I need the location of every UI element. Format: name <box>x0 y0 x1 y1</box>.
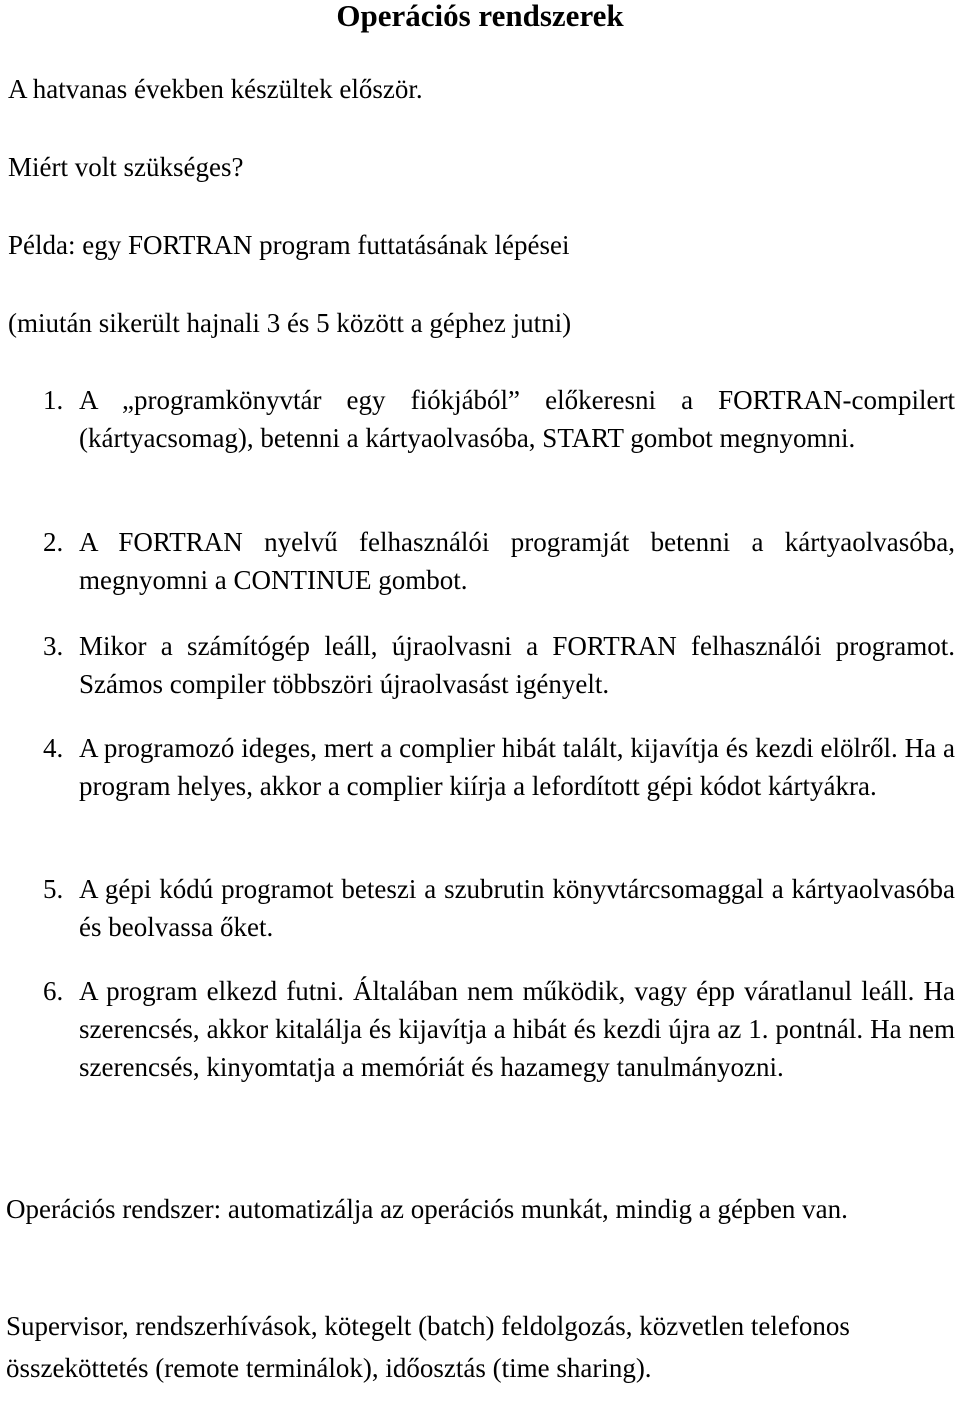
list-item-text: A program elkezd futni. Általában nem működik, vagy épp váratlanul leáll. Ha szerencsés, akkor kitalálja és kijavítja a hibát és kezdi újra az 1. pontnál. Ha nem szerencsés, kinyomtatja a memóriát és hazamegy tanulmányozni. <box>79 976 955 1082</box>
list-item-step-3 <box>43 627 955 703</box>
intro-line-2: Miért volt szükséges? <box>8 152 244 182</box>
list-item-text: A FORTRAN nyelvű felhasználói programját betenni a kártyaolvasóba, megnyomni a CONTINUE gombot. <box>79 527 955 595</box>
list-item-text: A gépi kódú programot beteszi a szubrutin könyvtárcsomaggal a kártyaolvasóba és beolvassa őket. <box>79 874 955 942</box>
intro-line-1: A hatvanas években készültek először. <box>8 74 423 104</box>
list-item-step-5 <box>43 870 955 946</box>
intro-line-4: (miután sikerült hajnali 3 és 5 között a géphez jutni) <box>8 308 572 338</box>
list-item-step-1 <box>43 381 955 457</box>
keywords-paragraph: Supervisor, rendszerhívások, kötegelt (batch) feldolgozás, közvetlen telefonos összeköttetés (remote terminálok), időosztás (time sharing). <box>6 1311 850 1383</box>
list-item-number: 3. <box>43 631 64 661</box>
list-item-number: 5. <box>43 874 64 904</box>
list-item-number: 6. <box>43 976 64 1006</box>
list-item-text: Mikor a számítógép leáll, újraolvasni a FORTRAN felhasználói programot. Számos compiler többszöri újraolvasást igényelt. <box>79 631 955 699</box>
list-item-step-6 <box>43 972 955 1086</box>
list-item-number: 2. <box>43 527 64 557</box>
list-item-step-2 <box>43 523 955 599</box>
definition-paragraph: Operációs rendszer: automatizálja az operációs munkát, mindig a gépben van. <box>6 1194 848 1224</box>
list-item-number: 1. <box>43 385 64 415</box>
intro-line-3: Példa: egy FORTRAN program futtatásának lépései <box>8 230 570 260</box>
list-item-text: A „programkönyvtár egy fiókjából” előkeresni a FORTRAN-compilert (kártyacsomag), betenni a kártyaolvasóba, START gombot megnyomni. <box>79 385 955 453</box>
page-title: Operációs rendszerek <box>336 0 624 33</box>
list-item-text: A programozó ideges, mert a complier hibát talált, kijavítja és kezdi elölről. Ha a program helyes, akkor a complier kiírja a lefordított gépi kódot kártyákra. <box>79 733 955 801</box>
list-item-number: 4. <box>43 733 64 763</box>
list-item-step-4 <box>43 729 955 805</box>
